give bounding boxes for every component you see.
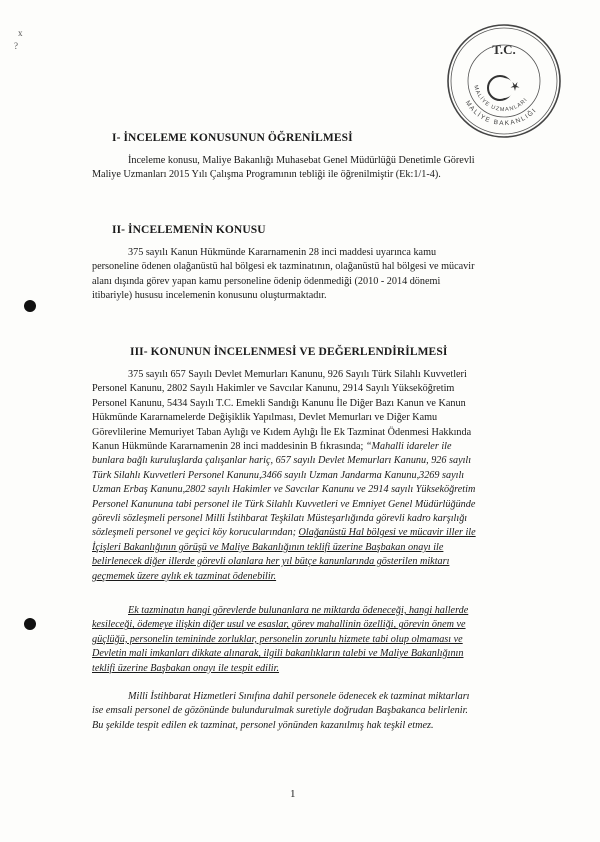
section3-paragraph-3 (92, 690, 524, 733)
quote-part: sözleşmeli personel ve geçici köy korucularından; (92, 527, 296, 539)
seal-top-text: T.C. (492, 42, 516, 57)
quote-part: “Mahalli idareler ile (365, 441, 452, 453)
text-line: Personel Kanunu, 5434 Sayılı T.C. Emekli Sandığı Kanunu İle Diğer Bazı Kanun ve Kanun (92, 397, 466, 409)
text-line: Hükmünde Kararnamelerde Değişiklik Yapılması, Devlet Memurları ve Diğer Kamu (92, 412, 438, 424)
text-line: personeline ödenen olağanüstü hal bölgesi ek tazminatının, olağanüstü hal bölgesi ve mücavir (92, 261, 475, 273)
underlined-line: Devletin mali imkanları dikkate alınarak, ilgili bakanlıkların talebi ve Maliye Bakanlığının (92, 648, 464, 660)
text-line-part: Kanun Hükmünde Kararnamenin 28 inci maddesinin B fıkrasında; (92, 441, 364, 453)
text-line: alanı dışında görev yapan kamu personeline ödenip ödenmediği (2010 - 2014 dönemi (92, 275, 441, 287)
seal-inner-text: MALİYE UZMANLARI (472, 84, 530, 114)
section1-paragraph (92, 154, 524, 183)
section-heading: II- İNCELEMENİN KONUSU (112, 224, 266, 236)
text-line: Görevlilerine Memuriyet Taban Aylığı ve Kıdem Aylığı İle Ek Tazminat Ödenmesi Hakkında (92, 426, 472, 438)
section2-paragraph (92, 246, 524, 304)
text-line: İnceleme konusu, Maliye Bakanlığı Muhasebat Genel Müdürlüğü Denetimle Görevli (128, 155, 475, 166)
section-heading: III- KONUNUN İNCELENMESİ VE DEĞERLENDİRİLMESİ (130, 346, 448, 358)
text-line (92, 526, 524, 540)
text-line: Bu şekilde tespit edilen ek tazminat, personel yönünden kazanılmış hak teşkil etmez. (92, 719, 434, 731)
text-line: itibariyle) hususu incelemenin konusunu oluşturmaktadır. (92, 290, 327, 302)
underlined-line: teklifi üzerine Başbakan onayı ile tespit edilir. (92, 662, 280, 674)
underlined-line: kesileceği, ödemeye ilişkin diğer usul ve esaslar, görev mahallinin özelliği, görevin önem ve (92, 619, 466, 631)
text-line: 375 sayılı 657 Sayılı Devlet Memurları Kanunu, 926 Sayılı Türk Silahlı Kuvvetleri (128, 369, 467, 380)
text-line: Milli İstihbarat Hizmetleri Sınıfına dahil personele ödenecek ek tazminat miktarları (128, 691, 470, 702)
text-line: Maliye Uzmanları 2015 Yılı Çalışma Programının tebliği ile öğrenilmiştir (Ek:1/1-4). (92, 169, 441, 181)
quote-line: Türk Silahlı Kuvvetleri Personel Kanunu,3466 sayılı Uzman Jandarma Kanunu,3269 sayılı (92, 469, 465, 481)
text-line: ise emsali personel de gözönünde bulundurulmak suretiyle doğrudan Başbakanca belirlenir. (92, 705, 468, 717)
seal-ring-text: MALİYE BAKANLIĞI (463, 99, 539, 128)
section3-paragraph-2 (92, 604, 524, 676)
underlined-line: geçmemek üzere aylık ek tazminat ödenebilir. (92, 570, 277, 582)
quote-line: Personel Kanununa tabi personel ile Türk Silahlı Kuvvetleri ve Emniyet Genel Müdürlüğünde (92, 498, 476, 510)
text-line (92, 440, 524, 454)
section-heading: I- İNCELEME KONUSUNUN ÖĞRENİLMESİ (112, 132, 353, 144)
quote-line: bunlara bağlı kuruluşlarda çalışanlar hariç, 657 sayılı Devlet Memurları Kanunu, 926 sayılı (92, 455, 472, 467)
section3-paragraph (92, 368, 524, 584)
ministry-seal-stamp (445, 22, 563, 140)
text-line: 375 sayılı Kanun Hükmünde Kararnamenin 28 inci maddesi uyarınca kamu (128, 247, 437, 258)
underlined-line: İçişleri Bakanlığının görüşü ve Maliye Bakanlığının teklifi üzerine Başbakan onayı ile (92, 541, 444, 553)
quote-line: görevli sözleşmeli personel Milli İstihbarat Teşkilatı Müsteşarlığında görevli kadro karşılığı (92, 513, 468, 525)
underlined-line: güçlüğü, personelin temininde zorluklar, personelin zorunlu hizmete tabi olup olmaması ve (92, 633, 463, 645)
underlined-line: belirlenecek diğer illerde görevli olanlara her yıl bütçe kanunlarında gösterilen miktarı (92, 556, 450, 568)
corner-mark: x (18, 28, 23, 38)
text-line: Personel Kanunu, 2802 Sayılı Hakimler ve Savcılar Kanunu, 2914 Sayılı Yükseköğretim (92, 383, 455, 395)
quote-line: Uzman Erbaş Kanunu,2802 sayılı Hakimler ve Savcılar Kanunu ve 2914 sayılı Yükseköğretim (92, 484, 476, 496)
punch-hole-mark (24, 300, 36, 312)
corner-mark: ? (14, 41, 18, 51)
page-number: 1 (290, 788, 296, 800)
underlined-line: Ek tazminatın hangi görevlerde bulunanlara ne miktarda ödeneceği, hangi hallerde (128, 605, 469, 616)
punch-hole-mark (24, 618, 36, 630)
underlined-part: Olağanüstü Hal bölgesi ve mücavir iller ile (298, 527, 476, 539)
